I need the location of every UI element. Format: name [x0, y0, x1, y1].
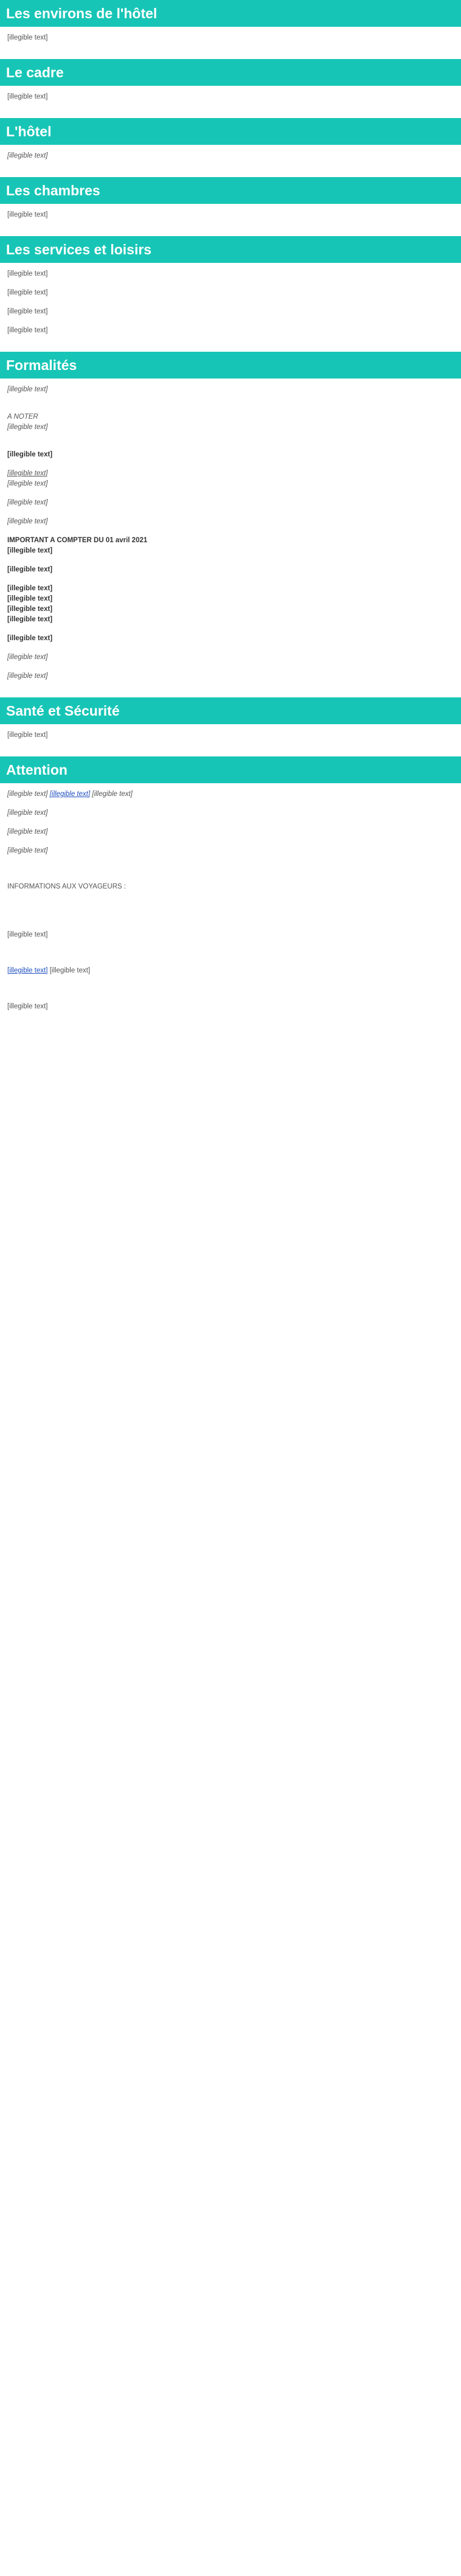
- section-body: [0, 204, 461, 220]
- paragraph-text: [illegible text]: [7, 791, 48, 798]
- section-title: Santé et Sécurité: [0, 697, 461, 724]
- paragraph: [illegible text]: [7, 828, 48, 836]
- paragraph: [illegible text]: [7, 93, 48, 100]
- paragraph: [illegible text]: [7, 654, 48, 661]
- list-item: [illegible text]: [7, 606, 53, 613]
- section-title: Les environs de l'hôtel: [0, 0, 461, 27]
- paragraph: [illegible text]: [7, 1003, 48, 1010]
- section-body: [0, 27, 461, 43]
- section-title: Formalités: [0, 352, 461, 379]
- paragraph: [illegible text]: [7, 547, 53, 554]
- paragraph: [illegible text]: [7, 34, 48, 41]
- section-sante: [0, 697, 461, 741]
- section-formalites: [0, 352, 461, 682]
- section-attention: [0, 756, 461, 1012]
- paragraph: [illegible text]: [7, 327, 48, 334]
- inline-link[interactable]: [illegible text]: [7, 967, 48, 974]
- section-chambres: [0, 177, 461, 220]
- inline-link[interactable]: [illegible text]: [49, 791, 91, 798]
- section-body: [0, 263, 461, 336]
- section-title: L'hôtel: [0, 118, 461, 145]
- section-body: [0, 379, 461, 682]
- paragraph: [illegible text]: [7, 152, 48, 159]
- paragraph: [illegible text]: [7, 847, 48, 854]
- list-item: [illegible text]: [7, 595, 53, 602]
- paragraph-heading: [illegible text]: [7, 470, 48, 477]
- paragraph: [illegible text]: [7, 289, 48, 296]
- page: [0, 0, 461, 1012]
- paragraph: [illegible text]: [7, 809, 48, 817]
- section-title: Le cadre: [0, 59, 461, 86]
- paragraph: [illegible text]: [7, 424, 48, 431]
- paragraph-text: [illegible text]: [92, 791, 133, 798]
- paragraph: [7, 966, 454, 976]
- paragraph: [illegible text]: [7, 270, 48, 277]
- section-body: [0, 86, 461, 102]
- section-hotel: [0, 118, 461, 161]
- section-title: Attention: [0, 756, 461, 783]
- paragraph: [illegible text]: [7, 386, 48, 393]
- section-services: [0, 236, 461, 336]
- paragraph-heading: INFORMATIONS AUX VOYAGEURS :: [7, 883, 127, 890]
- paragraph-heading: A NOTER: [7, 413, 38, 421]
- paragraph: [7, 789, 454, 800]
- paragraph: [illegible text]: [7, 211, 48, 218]
- paragraph: [illegible text]: [7, 731, 48, 739]
- paragraph: [illegible text]: [7, 499, 48, 506]
- paragraph: [illegible text]: [7, 480, 48, 487]
- section-cadre: [0, 59, 461, 102]
- paragraph-text: [illegible text]: [49, 967, 91, 974]
- paragraph: [illegible text]: [7, 518, 48, 525]
- section-title: Les chambres: [0, 177, 461, 204]
- paragraph: [illegible text]: [7, 931, 48, 938]
- paragraph: [illegible text]: [7, 451, 53, 458]
- paragraph-heading: IMPORTANT A COMPTER DU 01 avril 2021: [7, 537, 148, 544]
- section-environs: [0, 0, 461, 43]
- section-body: [0, 145, 461, 161]
- section-title: Les services et loisirs: [0, 236, 461, 263]
- list-item: [illegible text]: [7, 616, 53, 623]
- list-item: [illegible text]: [7, 585, 53, 592]
- paragraph: [illegible text]: [7, 635, 53, 642]
- section-body: [0, 783, 461, 1012]
- paragraph: [illegible text]: [7, 308, 48, 315]
- paragraph-heading: [illegible text]: [7, 566, 53, 573]
- paragraph: [illegible text]: [7, 672, 48, 680]
- section-body: [0, 724, 461, 741]
